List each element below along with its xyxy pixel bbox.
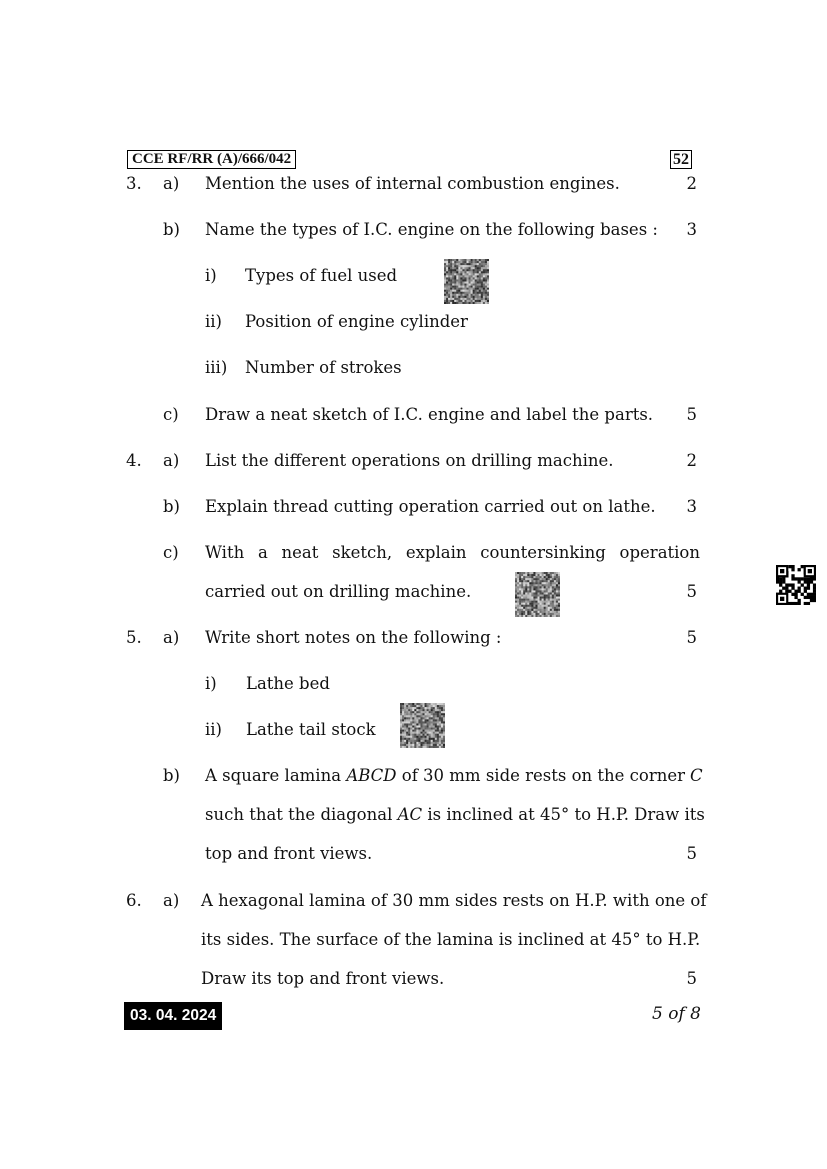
exam-date-badge: 03. 04. 2024 — [124, 1002, 222, 1030]
question-text: Mention the uses of internal combustion engines. — [205, 174, 620, 193]
corner-label: C — [690, 766, 703, 785]
sub-label: a) — [163, 451, 180, 470]
sub-label: b) — [163, 497, 180, 516]
question-text: Draw its top and front views. — [201, 969, 445, 988]
item-text: Position of engine cylinder — [245, 312, 468, 331]
page-number: 5 of 8 — [652, 1004, 701, 1024]
sub-label: a) — [163, 628, 180, 647]
item-label: iii) — [205, 358, 228, 377]
qr-code-icon — [444, 259, 489, 304]
marks: 3 — [686, 220, 697, 239]
sub-label: a) — [163, 174, 180, 193]
page-code-badge: 52 — [670, 150, 692, 169]
marks: 5 — [686, 582, 697, 601]
marks: 5 — [686, 405, 697, 424]
sub-label: b) — [163, 766, 180, 785]
item-label: i) — [205, 266, 217, 285]
sub-label: a) — [163, 891, 180, 910]
paper-code: CCE RF/RR (A)/666/042 — [127, 150, 296, 169]
marks: 5 — [686, 628, 697, 647]
marks: 3 — [686, 497, 697, 516]
question-text: A square lamina ABCD of 30 mm side rests on the corner — [205, 766, 686, 785]
question-text: top and front views. — [205, 844, 373, 863]
marks: 2 — [686, 174, 697, 193]
item-label: i) — [205, 674, 217, 693]
item-label: ii) — [205, 720, 222, 739]
marks: 2 — [686, 451, 697, 470]
question-text: With a neat sketch, explain countersinking operation — [205, 543, 700, 562]
question-text: Explain thread cutting operation carried out on lathe. — [205, 497, 656, 516]
item-text: Number of strokes — [245, 358, 402, 377]
question-text: Write short notes on the following : — [205, 628, 502, 647]
qr-code-icon — [515, 572, 560, 617]
question-number: 5. — [126, 628, 142, 647]
sub-label: b) — [163, 220, 180, 239]
qr-code-icon — [400, 703, 445, 748]
question-text: Name the types of I.C. engine on the following bases : — [205, 220, 658, 239]
question-number: 3. — [126, 174, 142, 193]
question-number: 4. — [126, 451, 142, 470]
item-text: Types of fuel used — [245, 266, 398, 285]
question-number: 6. — [126, 891, 142, 910]
marks: 5 — [686, 969, 697, 988]
question-text: List the different operations on drilling machine. — [205, 451, 614, 470]
question-text: Draw a neat sketch of I.C. engine and label the parts. — [205, 405, 654, 424]
sub-label: c) — [163, 405, 179, 424]
question-text: such that the diagonal AC is inclined at 45° to H.P. Draw its — [205, 805, 705, 824]
item-text: Lathe tail stock — [246, 720, 376, 739]
item-text: Lathe bed — [246, 674, 330, 693]
item-label: ii) — [205, 312, 222, 331]
question-text: A hexagonal lamina of 30 mm sides rests on H.P. with one of — [201, 891, 707, 910]
question-text: carried out on drilling machine. — [205, 582, 472, 601]
side-qr-code-icon — [776, 565, 816, 605]
marks: 5 — [686, 844, 697, 863]
sub-label: c) — [163, 543, 179, 562]
question-text: its sides. The surface of the lamina is inclined at 45° to H.P. — [201, 930, 701, 949]
